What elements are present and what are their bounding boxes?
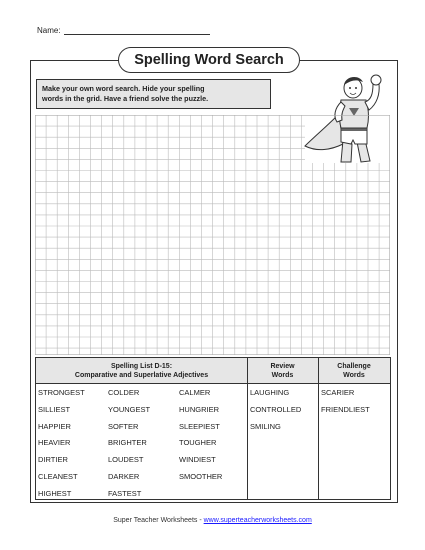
challenge-words-column	[321, 385, 370, 419]
word: SMILING	[250, 421, 281, 431]
page-title: Spelling Word Search	[118, 47, 300, 73]
review-words-header	[247, 358, 318, 384]
footer-link[interactable]: www.superteacherworksheets.com	[203, 517, 312, 524]
instructions-box	[36, 79, 271, 109]
word-column-3	[179, 385, 222, 486]
name-line	[64, 26, 210, 35]
word: FRIENDLIEST	[321, 404, 370, 414]
word: HEAVIER	[38, 438, 71, 448]
challenge-header-line-2: Words	[343, 371, 365, 379]
word: BRIGHTER	[108, 438, 147, 448]
word: HIGHEST	[38, 488, 72, 498]
word: SOFTER	[108, 421, 139, 431]
word: WINDIEST	[179, 455, 216, 465]
footer-text: Super Teacher Worksheets -	[113, 517, 204, 524]
name-field	[37, 26, 210, 35]
word: STRONGEST	[38, 388, 85, 397]
list-title-line-2: Comparative and Superlative Adjectives	[74, 371, 209, 379]
word: LOUDEST	[108, 455, 144, 465]
review-words-column	[250, 385, 301, 435]
review-header-line-2: Words	[271, 371, 294, 379]
word: HUNGRIER	[179, 404, 220, 414]
word-column-1	[38, 385, 85, 503]
instructions-line-2: words in the grid. Have a friend solve the puzzle.	[42, 94, 209, 103]
word: LAUGHING	[250, 388, 290, 397]
word: CONTROLLED	[250, 404, 302, 414]
challenge-words-header	[318, 358, 390, 384]
word: CALMER	[179, 388, 211, 397]
word: DARKER	[108, 471, 140, 481]
word: FASTEST	[108, 488, 142, 498]
footer	[0, 517, 425, 524]
list-title-header	[36, 358, 247, 384]
instructions-line-1: Make your own word search. Hide your spelling	[42, 84, 205, 93]
word-search-grid[interactable]	[35, 115, 390, 355]
word: DIRTIER	[38, 455, 68, 465]
word: YOUNGEST	[108, 404, 151, 414]
word: COLDER	[108, 388, 140, 397]
name-label: Name:	[37, 26, 61, 35]
word: SCARIER	[321, 388, 355, 397]
word: SLEEPIEST	[179, 421, 220, 431]
divider-review	[247, 358, 248, 499]
review-header-line-1: Review	[270, 362, 295, 370]
word: SMOOTHER	[179, 471, 223, 481]
word: HAPPIER	[38, 421, 71, 431]
list-title-line-1: Spelling List D-15:	[110, 362, 173, 370]
challenge-header-line-1: Challenge	[337, 362, 371, 370]
word-column-2	[108, 385, 150, 503]
word: TOUGHER	[179, 438, 217, 448]
spelling-word-list	[35, 357, 391, 500]
word: SILLIEST	[38, 404, 71, 414]
divider-challenge	[318, 358, 319, 499]
word: CLEANEST	[38, 471, 78, 481]
